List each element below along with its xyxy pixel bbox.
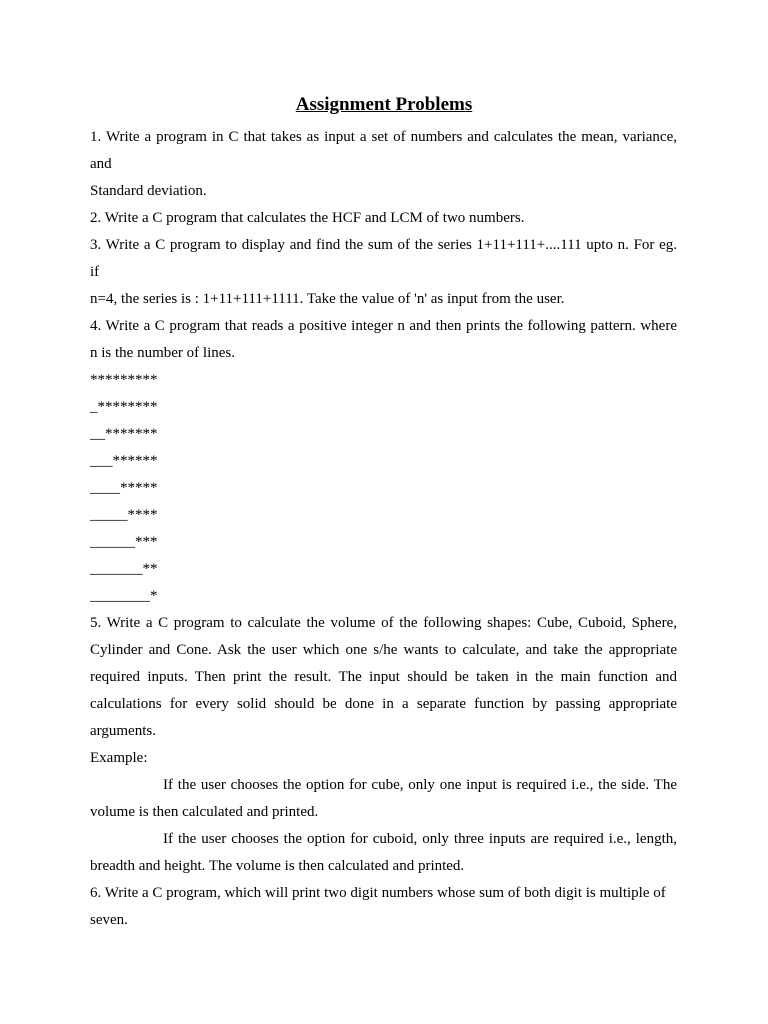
text-line: 1. Write a program in C that takes as input a set of numbers and calculates the mean, variance, xyxy=(90,129,677,145)
text-line: calculations for every solid should be done in a separate function by passing appropriate xyxy=(90,696,677,712)
page-title: Assignment Problems xyxy=(295,94,473,115)
pattern-line: ______*** xyxy=(90,534,158,550)
text-line: If the user chooses the option for cube, only one input is required i.e., the side. The xyxy=(163,777,677,793)
pattern-line: _____**** xyxy=(90,507,158,523)
text-line: 6. Write a C program, which will print two digit numbers whose sum of both digit is multiple of xyxy=(90,885,666,901)
text-line: If the user chooses the option for cuboid, only three inputs are required i.e., length, xyxy=(163,831,677,847)
text-line: Example: xyxy=(90,750,148,766)
text-line: if xyxy=(90,264,100,280)
text-line: 3. Write a C program to display and find the sum of the series 1+11+111+....111 upto n. For eg. xyxy=(90,237,677,253)
text-line: seven. xyxy=(90,912,128,928)
text-line: 5. Write a C program to calculate the volume of the following shapes: Cube, Cuboid, Sphere, xyxy=(90,615,677,631)
text-line: and xyxy=(90,156,112,172)
text-line: 4. Write a C program that reads a positive integer n and then prints the following pattern. where xyxy=(90,318,677,334)
text-line: n is the number of lines. xyxy=(90,345,235,361)
pattern-line: _******** xyxy=(90,399,158,415)
text-line: n=4, the series is : 1+11+111+1111. Take the value of 'n' as input from the user. xyxy=(90,291,565,307)
text-line: breadth and height. The volume is then calculated and printed. xyxy=(90,858,465,874)
text-line: arguments. xyxy=(90,723,156,739)
text-line: Cylinder and Cone. Ask the user which one s/he wants to calculate, and take the appropriate xyxy=(90,642,677,658)
text-line: 2. Write a C program that calculates the HCF and LCM of two numbers. xyxy=(90,210,525,226)
text-line: Standard deviation. xyxy=(90,183,207,199)
pattern-line: __******* xyxy=(90,426,158,442)
pattern-line: ********* xyxy=(90,372,158,388)
pattern-line: ________* xyxy=(90,588,158,604)
pattern-line: _______** xyxy=(90,561,158,577)
pattern-line: ___****** xyxy=(90,453,158,469)
text-line: volume is then calculated and printed. xyxy=(90,804,319,820)
pattern-line: ____***** xyxy=(90,480,158,496)
text-line: required inputs. Then print the result. The input should be taken in the main function and xyxy=(90,669,677,685)
document-body xyxy=(90,124,677,934)
